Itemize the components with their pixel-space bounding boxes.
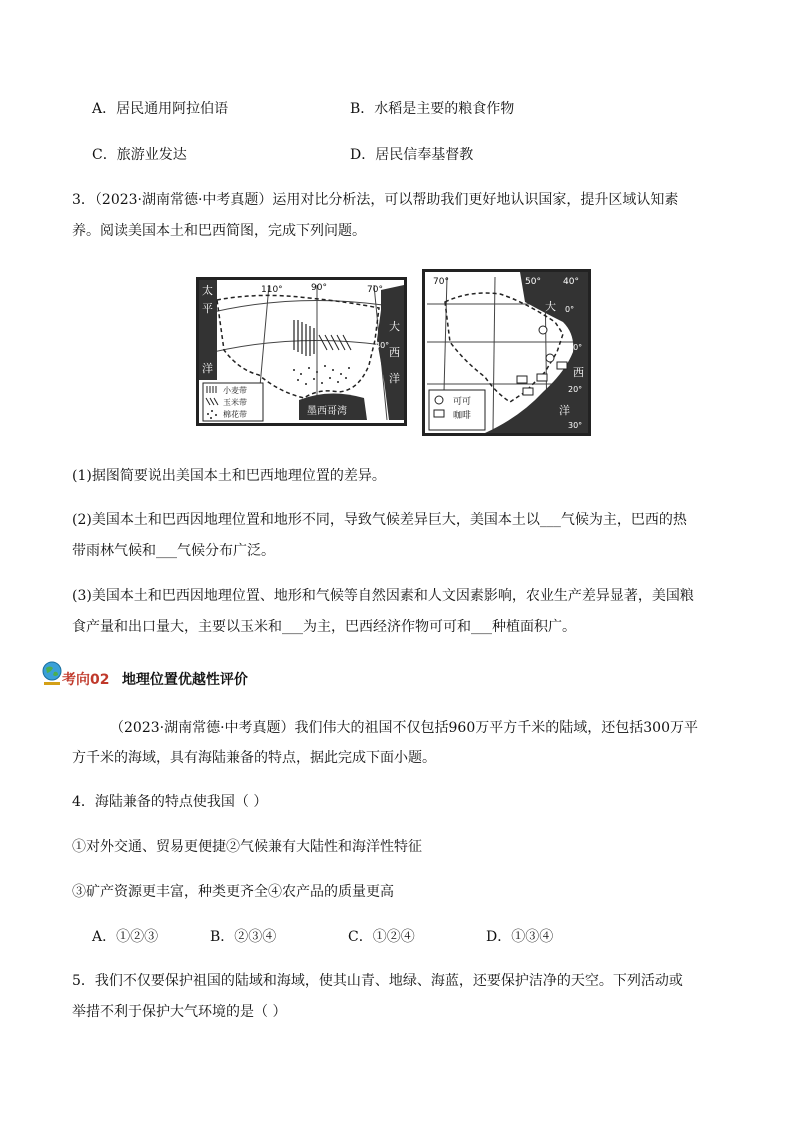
usa-map-drawing — [199, 280, 404, 423]
pacific-label-3: 洋 — [202, 362, 213, 375]
brazil-atlantic-area — [485, 272, 588, 433]
legend-wheat-label: 小麦带 — [223, 386, 247, 395]
legend-coffee-label: 咖啡 — [453, 411, 472, 421]
brazil-lon-50-label: 50° — [525, 277, 541, 287]
legend-cocoa-label: 可可 — [453, 397, 472, 407]
wheat-belt-area — [294, 320, 314, 356]
q2-option-a: A．居民通用阿拉伯语 — [92, 101, 229, 117]
usa-lon-70-label: 70° — [367, 285, 383, 295]
brazil-atlantic-label-2: 西 — [573, 366, 584, 379]
usa-atlantic-label-3: 洋 — [389, 372, 400, 385]
q4-option-b: B．②③④ — [210, 929, 277, 945]
section-title: 地理位置优越性评价 — [121, 672, 248, 688]
q3-stem-line2: 养。阅读美国本土和巴西简图，完成下列问题。 — [72, 223, 366, 239]
q4-option-a: A．①②③ — [92, 929, 159, 945]
cotton-belt-area — [293, 365, 350, 385]
q3-sub1: (1)据图简要说出美国本土和巴西地理位置的差异。 — [72, 468, 386, 484]
q5-line2: 举措不利于保护大气环境的是（ ） — [72, 1004, 287, 1020]
legend-corn-label: 玉米带 — [223, 398, 247, 407]
brazil-lat-30-label: 30° — [568, 421, 583, 430]
cocoa-legend-symbol — [435, 396, 443, 404]
globe-icon — [40, 660, 64, 686]
q5-line1: 5．我们不仅要保护祖国的陆域和海域，使其山青、地绿、海蓝，还要保护洁净的天空。下列活动或 — [72, 973, 683, 989]
brazil-atlantic-label-1: 大 — [545, 300, 556, 313]
section-tag: 考向02 — [62, 672, 110, 688]
q4-items-line1: ①对外交通、贸易更便捷②气候兼有大陆性和海洋性特征 — [72, 839, 422, 855]
q3-sub3-line2: 食产量和出口量大，主要以玉米和___为主，巴西经济作物可可和___种植面积广。 — [72, 619, 576, 635]
q2-option-c: C．旅游业发达 — [92, 147, 187, 163]
legend-cotton-label: 棉花带 — [223, 410, 247, 419]
brazil-map — [422, 269, 591, 436]
q2-option-b: B．水稻是主要的粮食作物 — [350, 101, 515, 117]
usa-lat-40-label: 40° — [375, 341, 390, 350]
q4-option-d: D．①③④ — [486, 929, 554, 945]
gulf-label: 墨西哥湾 — [307, 406, 347, 417]
cocoa-symbols — [539, 326, 554, 362]
usa-lon-110-label: 110° — [261, 285, 283, 295]
intro-line2: 方千米的海域，具有海陆兼备的特点，据此完成下面小题。 — [72, 750, 436, 766]
intro-line1: （2023·湖南常德·中考真题）我们伟大的祖国不仅包括960万平方千米的陆域，还包括300万平 — [110, 720, 698, 736]
usa-lon-90-label: 90° — [311, 283, 327, 293]
brazil-atlantic-label-3: 洋 — [559, 404, 570, 417]
usa-atlantic-label-2: 西 — [389, 346, 400, 359]
q3-stem-line1: 3．（2023·湖南常德·中考真题）运用对比分析法，可以帮助我们更好地认识国家，提升区域认知素 — [72, 192, 679, 208]
brazil-lat-10-label: 10° — [568, 343, 583, 352]
pacific-label-1: 太 — [202, 284, 213, 297]
q4-stem: 4．海陆兼备的特点使我国（ ） — [72, 794, 268, 810]
usa-map — [196, 277, 407, 426]
brazil-lon-40-label: 40° — [563, 277, 579, 287]
q3-sub2-line1: (2)美国本土和巴西因地理位置和地形不同，导致气候差异巨大，美国本土以___气候为主，巴西的热 — [72, 512, 687, 528]
usa-atlantic-label-1: 大 — [389, 320, 400, 333]
q3-sub3-line1: (3)美国本土和巴西因地理位置、地形和气候等自然因素和人文因素影响，农业生产差异显著，美国粮 — [72, 588, 694, 604]
brazil-lon-70-label: 70° — [433, 277, 449, 287]
q2-option-d: D．居民信奉基督教 — [350, 147, 474, 163]
q4-items-line2: ③矿产资源更丰富，种类更齐全④农产品的质量更高 — [72, 884, 394, 900]
q3-sub2-line2: 带雨林气候和___气候分布广泛。 — [72, 543, 275, 559]
brazil-lat-20-label: 20° — [568, 385, 583, 394]
q4-option-c: C．①②④ — [348, 929, 415, 945]
brazil-lat-0-label: 0° — [565, 305, 575, 314]
pacific-label-2: 平 — [202, 302, 213, 315]
corn-belt-area — [319, 335, 351, 350]
brazil-map-drawing — [425, 272, 588, 433]
coffee-legend-symbol — [434, 410, 444, 417]
